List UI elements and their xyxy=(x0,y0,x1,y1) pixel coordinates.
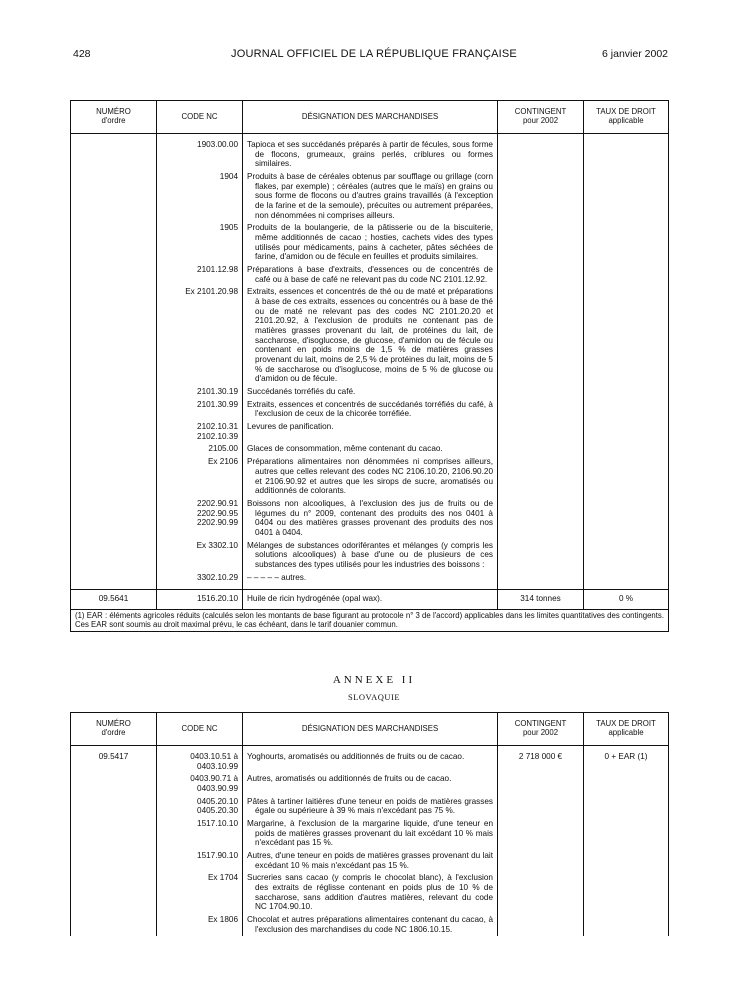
goods-description-text: Préparations alimentaires non dénommées ni comprises ailleurs, autres que celles relevant des codes NC 2106.10.20, 2106.90.20 et 2106.90.92 et autres que les sirops de sucre, aromatisés ou additionnés de colorants. xyxy=(247,457,493,496)
table-row-09-5641 xyxy=(71,590,669,610)
nc-code: 0405.20.10 0405.20.30 xyxy=(157,796,243,818)
goods-description-text: Produits de la boulangerie, de la pâtisserie ou de la biscuiterie, même additionnés de cacao ; hosties, cachets vides des types utilisés pour médicaments, pains à cacheter, pâtes séchées de farine, d'amidon ou de fécule en feuilles et produits similaires. xyxy=(247,223,493,262)
nc-code: 1516.20.10 xyxy=(157,590,243,610)
duty-rate xyxy=(584,498,669,540)
quota-value xyxy=(498,498,584,540)
duty-rate: 0 + EAR (1) xyxy=(584,751,669,773)
quota-value xyxy=(498,914,584,936)
order-number xyxy=(71,399,157,421)
table-row xyxy=(71,443,669,456)
goods-description-text: Mélanges de substances odoriférantes et mélanges (y compris les solutions alcooliques) à base d'une ou de plusieurs de ces substances des types utilisés pour les industries des boissons : xyxy=(247,540,493,569)
table-row xyxy=(71,850,669,872)
col-header-desc: DÉSIGNATION DES MARCHANDISES xyxy=(243,101,498,134)
table-row xyxy=(71,773,669,795)
nc-code: 0403.10.51 à 0403.10.99 xyxy=(157,751,243,773)
duty-rate: 0 % xyxy=(584,590,669,610)
col-header-quota: CONTINGENT pour 2002 xyxy=(498,713,584,746)
quota-value xyxy=(498,773,584,795)
goods-description xyxy=(243,796,498,818)
goods-description-text: Boissons non alcooliques, à l'exclusion des jus de fruits ou de légumes du n° 2009, contenant des produits des nos 0401 à 0404 ou des matières grasses provenant des produits des nos 0401 à 0404. xyxy=(247,498,493,537)
goods-description xyxy=(243,222,498,264)
duty-rate xyxy=(584,386,669,399)
table-row xyxy=(71,572,669,585)
duty-rate xyxy=(584,399,669,421)
goods-description xyxy=(243,818,498,850)
goods-description xyxy=(243,421,498,443)
goods-description xyxy=(243,171,498,222)
order-number xyxy=(71,796,157,818)
table-row xyxy=(71,540,669,572)
nc-code: 2105.00 xyxy=(157,443,243,456)
goods-description xyxy=(243,914,498,936)
duty-rate xyxy=(584,773,669,795)
quota-value xyxy=(498,572,584,585)
table-2-body xyxy=(71,746,669,937)
goods-description-text: – – – – – autres. xyxy=(247,572,307,582)
col-header-num: NUMÉRO d'ordre xyxy=(71,101,157,134)
order-number xyxy=(71,773,157,795)
quota-value xyxy=(498,399,584,421)
col-header-desc: DÉSIGNATION DES MARCHANDISES xyxy=(243,713,498,746)
col-header-rate: TAUX DE DROIT applicable xyxy=(584,101,669,134)
nc-code: 1905 xyxy=(157,222,243,264)
table-row xyxy=(71,421,669,443)
goods-description xyxy=(243,540,498,572)
page-number: 428 xyxy=(73,48,91,60)
nc-code: 0403.90.71 à 0403.90.99 xyxy=(157,773,243,795)
quota-value xyxy=(498,796,584,818)
col-header-rate: TAUX DE DROIT applicable xyxy=(584,713,669,746)
table-row xyxy=(71,796,669,818)
tariff-table-1 xyxy=(70,100,669,632)
order-number xyxy=(71,286,157,386)
goods-description xyxy=(243,139,498,171)
goods-description xyxy=(243,443,498,456)
quota-value xyxy=(498,264,584,286)
issue-date: 6 janvier 2002 xyxy=(602,48,668,60)
order-number xyxy=(71,498,157,540)
order-number xyxy=(71,264,157,286)
col-header-code: CODE NC xyxy=(157,101,243,134)
order-number xyxy=(71,171,157,222)
duty-rate xyxy=(584,572,669,585)
table-row xyxy=(71,286,669,386)
nc-code: Ex 3302.10 xyxy=(157,540,243,572)
order-number xyxy=(71,540,157,572)
goods-description-text: Levures de panification. xyxy=(247,422,334,432)
table-row xyxy=(71,264,669,286)
order-number xyxy=(71,872,157,914)
duty-rate xyxy=(584,818,669,850)
duty-rate xyxy=(584,456,669,498)
order-number xyxy=(71,456,157,498)
quota-value xyxy=(498,171,584,222)
nc-code: Ex 1704 xyxy=(157,872,243,914)
table-row xyxy=(71,399,669,421)
annex-country: SLOVAQUIE xyxy=(347,692,401,702)
order-number: 09.5417 xyxy=(71,751,157,773)
goods-description-text: Huile de ricin hydrogénée (opal wax). xyxy=(247,594,383,604)
table-row xyxy=(71,386,669,399)
order-number xyxy=(71,914,157,936)
order-number xyxy=(71,421,157,443)
goods-description xyxy=(243,590,498,610)
table-row xyxy=(71,818,669,850)
table-row xyxy=(71,139,669,171)
quota-value: 314 tonnes xyxy=(498,590,584,610)
nc-code: Ex 1806 xyxy=(157,914,243,936)
duty-rate xyxy=(584,443,669,456)
goods-description xyxy=(243,386,498,399)
table-1-body xyxy=(71,134,669,590)
goods-description-text: Extraits, essences et concentrés de succédanés torréfiés du café, à l'exclusion de ceux de la chicorée torréfiée. xyxy=(247,399,493,419)
quota-value xyxy=(498,850,584,872)
goods-description-text: Yoghourts, aromatisés ou additionnés de fruits ou de cacao. xyxy=(247,752,465,761)
quota-value xyxy=(498,872,584,914)
duty-rate xyxy=(584,914,669,936)
col-header-num: NUMÉRO d'ordre xyxy=(71,713,157,746)
goods-description xyxy=(243,264,498,286)
nc-code: 2101.30.19 xyxy=(157,386,243,399)
table-row xyxy=(71,222,669,264)
quota-value xyxy=(498,139,584,171)
order-number xyxy=(71,222,157,264)
order-number xyxy=(71,850,157,872)
nc-code: 2101.12.98 xyxy=(157,264,243,286)
goods-description-text: Extraits, essences et concentrés de thé ou de maté et préparations à base de ces extraits, essences ou concentrés ou à base de thé ou de maté ne relevant pas des codes NC 2101.20.20 et 2101.20.92, à l'exclusion de produits ne contenant pas de matières grasses provenant du lait, de protéines du lait, de saccharose, d'isoglucose, de glucose, d'amidon ou de fécule ou contenant en poids moins de 1,5 % de matières grasses provenant du lait, moins de 2,5 % de protéines du lait, moins de 5 % de saccharose ou d'isoglucose, moins de 5 % de glucose ou d'amidon ou de fécule. xyxy=(247,287,493,384)
nc-code: 3302.10.29 xyxy=(157,572,243,585)
col-header-code: CODE NC xyxy=(157,713,243,746)
duty-rate xyxy=(584,139,669,171)
table-row xyxy=(71,872,669,914)
goods-description-text: Produits à base de céréales obtenus par soufflage ou grillage (corn flakes, par exemple) ; céréales (autres que le maïs) en grains ou sous forme de flocons ou d'autres grains travaillés (à l'exception de la farine et de la semoule), précuites ou autrement préparées, non dénommées ni comprises ailleurs. xyxy=(247,172,493,220)
nc-code: 1517.10.10 xyxy=(157,818,243,850)
goods-description-text: Autres, d'une teneur en poids de matières grasses provenant du lait excédant 10 % mais n'excédant pas 15 %. xyxy=(247,851,493,870)
goods-description xyxy=(243,286,498,386)
goods-description-text: Chocolat et autres préparations alimentaires contenant du cacao, à l'exclusion des marchandises du code NC 1806.10.15. xyxy=(247,915,493,934)
goods-description xyxy=(243,399,498,421)
duty-rate xyxy=(584,872,669,914)
nc-code: 1904 xyxy=(157,171,243,222)
goods-description-text: Succédanés torréfiés du café. xyxy=(247,387,356,397)
order-number xyxy=(71,386,157,399)
annex-title: ANNEXE II xyxy=(332,674,416,686)
goods-description xyxy=(243,872,498,914)
order-number xyxy=(71,572,157,585)
nc-code: 2102.10.31 2102.10.39 xyxy=(157,421,243,443)
goods-description-text: Sucreries sans cacao (y compris le chocolat blanc), à l'exclusion des extraits de réglisse contenant en poids plus de 10 % de saccharose, sans addition d'autres matières, relevant du code NC 1704.90.10. xyxy=(247,873,493,912)
quota-value xyxy=(498,222,584,264)
duty-rate xyxy=(584,421,669,443)
quota-value xyxy=(498,286,584,386)
order-number: 09.5641 xyxy=(71,590,157,610)
goods-description xyxy=(243,751,498,773)
duty-rate xyxy=(584,286,669,386)
quota-value xyxy=(498,456,584,498)
goods-description xyxy=(243,498,498,540)
duty-rate xyxy=(584,222,669,264)
goods-description-text: Autres, aromatisés ou additionnés de fruits ou de cacao. xyxy=(247,774,452,784)
footnote: (1) EAR : éléments agricoles réduits (calculés selon les montants de base figurant au protocole n° 3 de l'accord) applicables dans les limites quantitatives des contingents. Ces EAR sont soumis au droit maximal prévu, le cas échéant, dans le tarif douanier commun. xyxy=(71,609,669,631)
col-header-quota: CONTINGENT pour 2002 xyxy=(498,101,584,134)
quota-value xyxy=(498,421,584,443)
order-number xyxy=(71,443,157,456)
duty-rate xyxy=(584,796,669,818)
tariff-table-2 xyxy=(70,712,669,936)
goods-description-text: Glaces de consommation, même contenant du cacao. xyxy=(247,444,443,454)
goods-description xyxy=(243,456,498,498)
nc-code: 1903.00.00 xyxy=(157,139,243,171)
quota-value xyxy=(498,443,584,456)
order-number xyxy=(71,139,157,171)
goods-description xyxy=(243,572,498,585)
quota-value: 2 718 000 € xyxy=(498,751,584,773)
quota-value xyxy=(498,540,584,572)
goods-description xyxy=(243,773,498,795)
goods-description-text: Préparations à base d'extraits, d'essences ou de concentrés de café ou à base de café ne relevant pas du code NC 2101.12.92. xyxy=(247,265,493,284)
nc-code: 2101.30.99 xyxy=(157,399,243,421)
duty-rate xyxy=(584,850,669,872)
goods-description-text: Margarine, à l'exclusion de la margarine liquide, d'une teneur en poids de matières grasses provenant du lait excédant 10 % mais n'excédant pas 15 %. xyxy=(247,819,493,848)
nc-code: 1517.90.10 xyxy=(157,850,243,872)
journal-title: JOURNAL OFFICIEL DE LA RÉPUBLIQUE FRANÇAISE xyxy=(231,48,517,60)
quota-value xyxy=(498,386,584,399)
goods-description-text: Tapioca et ses succédanés préparés à partir de fécules, sous forme de flocons, grumeaux, grains perlés, criblures ou formes similaires. xyxy=(247,140,493,169)
duty-rate xyxy=(584,264,669,286)
table-row xyxy=(71,751,669,773)
nc-code: 2202.90.91 2202.90.95 2202.90.99 xyxy=(157,498,243,540)
duty-rate xyxy=(584,171,669,222)
table-row xyxy=(71,914,669,936)
table-row xyxy=(71,171,669,222)
nc-code: Ex 2106 xyxy=(157,456,243,498)
duty-rate xyxy=(584,540,669,572)
table-row xyxy=(71,498,669,540)
quota-value xyxy=(498,818,584,850)
table-row xyxy=(71,456,669,498)
goods-description-text: Pâtes à tartiner laitières d'une teneur en poids de matières grasses égale ou supérieure à 39 % mais n'excédant pas 75 %. xyxy=(247,796,493,816)
nc-code: Ex 2101.20.98 xyxy=(157,286,243,386)
order-number xyxy=(71,818,157,850)
goods-description xyxy=(243,850,498,872)
